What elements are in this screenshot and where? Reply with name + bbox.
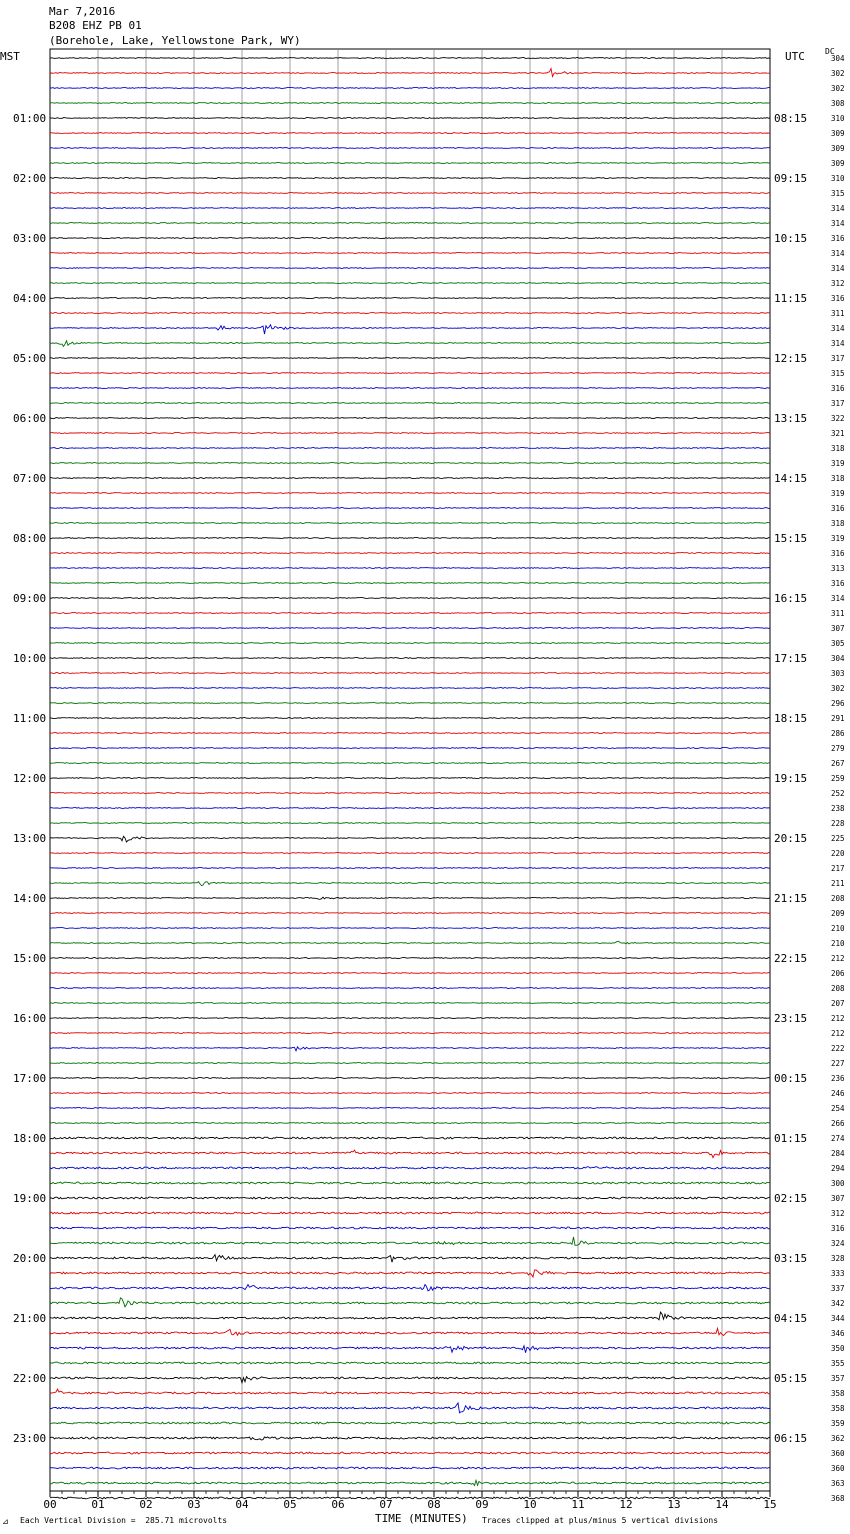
dc-offset-label: 368 bbox=[831, 1494, 845, 1503]
location-label: (Borehole, Lake, Yellowstone Park, WY) bbox=[49, 34, 301, 47]
right-hour-label: 19:15 bbox=[774, 772, 808, 785]
left-hour-label: 12:00 bbox=[13, 772, 47, 785]
trace-54 bbox=[50, 868, 770, 869]
trace-36 bbox=[50, 598, 770, 599]
dc-offset-label: 318 bbox=[831, 519, 845, 528]
dc-offset-label: 302 bbox=[831, 69, 845, 78]
dc-offset-label: 211 bbox=[831, 879, 845, 888]
trace-1 bbox=[50, 69, 770, 77]
trace-46 bbox=[50, 748, 770, 749]
dc-offset-label: 259 bbox=[831, 774, 845, 783]
right-hour-label: 15:15 bbox=[774, 532, 808, 545]
trace-82 bbox=[50, 1285, 770, 1291]
trace-0 bbox=[50, 58, 770, 59]
x-tick-label: 14 bbox=[715, 1498, 729, 1511]
dc-offset-label: 300 bbox=[831, 1179, 845, 1188]
trace-58 bbox=[50, 928, 770, 929]
dc-offset-label: 312 bbox=[831, 1209, 845, 1218]
trace-18 bbox=[50, 325, 770, 334]
dc-offset-label: 307 bbox=[831, 624, 845, 633]
trace-67 bbox=[50, 1063, 770, 1064]
dc-offset-label: 227 bbox=[831, 1059, 845, 1068]
left-hour-label: 02:00 bbox=[13, 172, 47, 185]
left-hour-label: 07:00 bbox=[13, 472, 47, 485]
x-tick-label: 03 bbox=[187, 1498, 201, 1511]
left-hour-label: 22:00 bbox=[13, 1372, 47, 1385]
dc-offset-label: 314 bbox=[831, 249, 845, 258]
dc-offset-label: 363 bbox=[831, 1479, 845, 1488]
trace-27 bbox=[50, 463, 770, 464]
dc-offset-label: 328 bbox=[831, 1254, 845, 1263]
trace-21 bbox=[50, 373, 770, 374]
dc-offset-label: 310 bbox=[831, 174, 845, 183]
trace-25 bbox=[50, 433, 770, 434]
right-hour-label: 23:15 bbox=[774, 1012, 808, 1025]
trace-30 bbox=[50, 508, 770, 509]
x-tick-label: 13 bbox=[667, 1498, 681, 1511]
trace-49 bbox=[50, 793, 770, 794]
left-hour-label: 18:00 bbox=[13, 1132, 47, 1145]
trace-52 bbox=[50, 836, 770, 842]
dc-offset-label: 311 bbox=[831, 609, 845, 618]
trace-15 bbox=[50, 283, 770, 284]
dc-offset-label: 267 bbox=[831, 759, 845, 768]
dc-offset-label: 310 bbox=[831, 114, 845, 123]
plot-frame bbox=[50, 49, 770, 1491]
left-hour-label: 09:00 bbox=[13, 592, 47, 605]
trace-13 bbox=[50, 253, 770, 254]
left-hour-label: 11:00 bbox=[13, 712, 47, 725]
dc-offset-label: 337 bbox=[831, 1284, 845, 1293]
trace-65 bbox=[50, 1033, 770, 1034]
right-hour-label: 14:15 bbox=[774, 472, 808, 485]
dc-offset-label: 309 bbox=[831, 159, 845, 168]
right-hour-label: 02:15 bbox=[774, 1192, 808, 1205]
dc-offset-label: 358 bbox=[831, 1404, 845, 1413]
right-hour-label: 03:15 bbox=[774, 1252, 808, 1265]
trace-66 bbox=[50, 1047, 770, 1051]
trace-56 bbox=[50, 897, 770, 899]
trace-43 bbox=[50, 703, 770, 704]
dc-offset-label: 362 bbox=[831, 1434, 845, 1443]
dc-offset-label: 286 bbox=[831, 729, 845, 738]
dc-offset-label: 302 bbox=[831, 684, 845, 693]
trace-12 bbox=[50, 238, 770, 239]
trace-93 bbox=[50, 1452, 770, 1454]
trace-64 bbox=[50, 1018, 770, 1019]
dc-offset-label: 246 bbox=[831, 1089, 845, 1098]
trace-41 bbox=[50, 673, 770, 674]
trace-78 bbox=[50, 1227, 770, 1229]
dc-offset-label: 316 bbox=[831, 549, 845, 558]
trace-55 bbox=[50, 882, 770, 886]
dc-offset-label: 312 bbox=[831, 279, 845, 288]
trace-44 bbox=[50, 718, 770, 719]
dc-offset-label: 266 bbox=[831, 1119, 845, 1128]
trace-23 bbox=[50, 403, 770, 404]
trace-77 bbox=[50, 1212, 770, 1214]
trace-72 bbox=[50, 1137, 770, 1139]
trace-90 bbox=[50, 1403, 770, 1413]
x-tick-label: 01 bbox=[91, 1498, 105, 1511]
dc-offset-label: 311 bbox=[831, 309, 845, 318]
dc-offset-label: 315 bbox=[831, 189, 845, 198]
trace-35 bbox=[50, 583, 770, 584]
dc-offset-label: 316 bbox=[831, 1224, 845, 1233]
dc-offset-label: 220 bbox=[831, 849, 845, 858]
trace-84 bbox=[50, 1312, 770, 1320]
trace-89 bbox=[50, 1389, 770, 1394]
dc-offset-label: 238 bbox=[831, 804, 845, 813]
trace-94 bbox=[50, 1467, 770, 1469]
dc-offset-label: 317 bbox=[831, 354, 845, 363]
trace-48 bbox=[50, 778, 770, 779]
trace-10 bbox=[50, 208, 770, 209]
right-hour-label: 01:15 bbox=[774, 1132, 808, 1145]
dc-offset-label: 316 bbox=[831, 504, 845, 513]
dc-offset-label: 333 bbox=[831, 1269, 845, 1278]
trace-71 bbox=[50, 1123, 770, 1124]
dc-offset-label: 252 bbox=[831, 789, 845, 798]
left-hour-label: 17:00 bbox=[13, 1072, 47, 1085]
right-hour-label: 21:15 bbox=[774, 892, 808, 905]
right-hour-label: 00:15 bbox=[774, 1072, 808, 1085]
dc-offset-label: 296 bbox=[831, 699, 845, 708]
dc-header-label: DC bbox=[825, 47, 835, 56]
dc-offset-label: 212 bbox=[831, 954, 845, 963]
trace-26 bbox=[50, 448, 770, 449]
dc-offset-label: 228 bbox=[831, 819, 845, 828]
dc-offset-label: 314 bbox=[831, 594, 845, 603]
dc-offset-label: 208 bbox=[831, 984, 845, 993]
left-hour-label: 06:00 bbox=[13, 412, 47, 425]
dc-offset-label: 358 bbox=[831, 1389, 845, 1398]
trace-6 bbox=[50, 148, 770, 149]
dc-offset-label: 316 bbox=[831, 384, 845, 393]
trace-32 bbox=[50, 538, 770, 539]
trace-29 bbox=[50, 493, 770, 494]
dc-offset-label: 319 bbox=[831, 534, 845, 543]
trace-61 bbox=[50, 973, 770, 974]
trace-57 bbox=[50, 913, 770, 914]
right-timezone-label: UTC bbox=[785, 50, 805, 63]
x-tick-label: 04 bbox=[235, 1498, 249, 1511]
x-tick-label: 06 bbox=[331, 1498, 345, 1511]
dc-offset-label: 274 bbox=[831, 1134, 845, 1143]
trace-91 bbox=[50, 1422, 770, 1424]
trace-70 bbox=[50, 1108, 770, 1109]
trace-14 bbox=[50, 268, 770, 269]
dc-offset-label: 314 bbox=[831, 204, 845, 213]
dc-offset-label: 319 bbox=[831, 459, 845, 468]
dc-offset-label: 315 bbox=[831, 369, 845, 378]
dc-offset-label: 308 bbox=[831, 99, 845, 108]
dc-offset-label: 222 bbox=[831, 1044, 845, 1053]
right-hour-label: 11:15 bbox=[774, 292, 808, 305]
dc-offset-label: 284 bbox=[831, 1149, 845, 1158]
dc-offset-label: 210 bbox=[831, 924, 845, 933]
dc-offset-label: 316 bbox=[831, 579, 845, 588]
trace-62 bbox=[50, 988, 770, 989]
dc-offset-label: 210 bbox=[831, 939, 845, 948]
dc-offset-label: 206 bbox=[831, 969, 845, 978]
dc-offset-label: 309 bbox=[831, 129, 845, 138]
trace-75 bbox=[50, 1182, 770, 1184]
trace-60 bbox=[50, 958, 770, 959]
trace-50 bbox=[50, 808, 770, 809]
trace-63 bbox=[50, 1003, 770, 1004]
dc-offset-label: 357 bbox=[831, 1374, 845, 1383]
trace-40 bbox=[50, 658, 770, 659]
trace-76 bbox=[50, 1197, 770, 1199]
dc-offset-label: 324 bbox=[831, 1239, 845, 1248]
trace-38 bbox=[50, 628, 770, 629]
trace-5 bbox=[50, 133, 770, 134]
dc-offset-label: 346 bbox=[831, 1329, 845, 1338]
right-hour-label: 10:15 bbox=[774, 232, 808, 245]
dc-offset-label: 318 bbox=[831, 474, 845, 483]
right-hour-label: 20:15 bbox=[774, 832, 808, 845]
dc-offset-label: 291 bbox=[831, 714, 845, 723]
trace-68 bbox=[50, 1078, 770, 1079]
x-tick-label: 00 bbox=[43, 1498, 57, 1511]
dc-offset-label: 304 bbox=[831, 54, 845, 63]
dc-offset-label: 302 bbox=[831, 84, 845, 93]
trace-20 bbox=[50, 358, 770, 359]
trace-9 bbox=[50, 193, 770, 194]
trace-37 bbox=[50, 613, 770, 614]
left-hour-label: 03:00 bbox=[13, 232, 47, 245]
x-tick-label: 08 bbox=[427, 1498, 441, 1511]
x-axis-label: TIME (MINUTES) bbox=[375, 1512, 468, 1525]
x-tick-label: 05 bbox=[283, 1498, 297, 1511]
left-hour-label: 16:00 bbox=[13, 1012, 47, 1025]
trace-47 bbox=[50, 763, 770, 764]
dc-offset-label: 319 bbox=[831, 489, 845, 498]
right-hour-label: 06:15 bbox=[774, 1432, 808, 1445]
trace-96 bbox=[50, 1497, 770, 1499]
trace-80 bbox=[50, 1255, 770, 1263]
left-hour-label: 23:00 bbox=[13, 1432, 47, 1445]
right-hour-label: 05:15 bbox=[774, 1372, 808, 1385]
trace-92 bbox=[50, 1437, 770, 1440]
dc-offset-label: 212 bbox=[831, 1029, 845, 1038]
left-hour-label: 08:00 bbox=[13, 532, 47, 545]
scale-icon: ⊿ bbox=[2, 1517, 9, 1526]
dc-offset-label: 314 bbox=[831, 264, 845, 273]
trace-69 bbox=[50, 1093, 770, 1094]
left-hour-label: 13:00 bbox=[13, 832, 47, 845]
x-tick-label: 12 bbox=[619, 1498, 633, 1511]
dc-offset-label: 294 bbox=[831, 1164, 845, 1173]
trace-42 bbox=[50, 688, 770, 689]
dc-offset-label: 316 bbox=[831, 234, 845, 243]
x-tick-label: 10 bbox=[523, 1498, 537, 1511]
dc-offset-label: 342 bbox=[831, 1299, 845, 1308]
trace-11 bbox=[50, 223, 770, 224]
trace-19 bbox=[50, 341, 770, 347]
left-hour-label: 04:00 bbox=[13, 292, 47, 305]
dc-offset-label: 309 bbox=[831, 144, 845, 153]
trace-24 bbox=[50, 418, 770, 419]
right-hour-label: 12:15 bbox=[774, 352, 808, 365]
x-tick-label: 02 bbox=[139, 1498, 153, 1511]
dc-offset-label: 360 bbox=[831, 1449, 845, 1458]
dc-offset-label: 321 bbox=[831, 429, 845, 438]
trace-79 bbox=[50, 1237, 770, 1245]
left-hour-label: 05:00 bbox=[13, 352, 47, 365]
left-hour-label: 20:00 bbox=[13, 1252, 47, 1265]
right-hour-label: 09:15 bbox=[774, 172, 808, 185]
x-tick-label: 11 bbox=[571, 1498, 585, 1511]
dc-offset-label: 304 bbox=[831, 654, 845, 663]
left-timezone-label: MST bbox=[0, 50, 20, 63]
station-label: B208 EHZ PB 01 bbox=[49, 19, 142, 32]
dc-offset-label: 254 bbox=[831, 1104, 845, 1113]
right-hour-label: 16:15 bbox=[774, 592, 808, 605]
dc-offset-label: 209 bbox=[831, 909, 845, 918]
trace-39 bbox=[50, 643, 770, 644]
trace-53 bbox=[50, 853, 770, 854]
trace-86 bbox=[50, 1346, 770, 1353]
trace-2 bbox=[50, 88, 770, 89]
right-hour-label: 22:15 bbox=[774, 952, 808, 965]
trace-7 bbox=[50, 163, 770, 164]
dc-offset-label: 212 bbox=[831, 1014, 845, 1023]
dc-offset-label: 355 bbox=[831, 1359, 845, 1368]
dc-offset-label: 314 bbox=[831, 324, 845, 333]
trace-83 bbox=[50, 1298, 770, 1307]
right-hour-label: 08:15 bbox=[774, 112, 808, 125]
dc-offset-label: 303 bbox=[831, 669, 845, 678]
x-tick-label: 15 bbox=[763, 1498, 777, 1511]
dc-offset-label: 316 bbox=[831, 294, 845, 303]
left-hour-label: 15:00 bbox=[13, 952, 47, 965]
left-hour-label: 10:00 bbox=[13, 652, 47, 665]
dc-offset-label: 313 bbox=[831, 564, 845, 573]
dc-offset-label: 225 bbox=[831, 834, 845, 843]
dc-offset-label: 322 bbox=[831, 414, 845, 423]
trace-4 bbox=[50, 118, 770, 119]
right-hour-label: 18:15 bbox=[774, 712, 808, 725]
left-hour-label: 14:00 bbox=[13, 892, 47, 905]
trace-16 bbox=[50, 298, 770, 299]
right-hour-label: 04:15 bbox=[774, 1312, 808, 1325]
dc-offset-label: 314 bbox=[831, 339, 845, 348]
dc-offset-label: 207 bbox=[831, 999, 845, 1008]
dc-offset-label: 305 bbox=[831, 639, 845, 648]
dc-offset-label: 279 bbox=[831, 744, 845, 753]
trace-51 bbox=[50, 823, 770, 824]
trace-95 bbox=[50, 1480, 770, 1485]
dc-offset-label: 236 bbox=[831, 1074, 845, 1083]
dc-offset-label: 318 bbox=[831, 444, 845, 453]
left-hour-label: 01:00 bbox=[13, 112, 47, 125]
trace-81 bbox=[50, 1270, 770, 1277]
trace-3 bbox=[50, 103, 770, 104]
dc-offset-label: 344 bbox=[831, 1314, 845, 1323]
dc-offset-label: 208 bbox=[831, 894, 845, 903]
trace-17 bbox=[50, 313, 770, 314]
right-hour-label: 13:15 bbox=[774, 412, 808, 425]
x-tick-label: 09 bbox=[475, 1498, 489, 1511]
trace-87 bbox=[50, 1362, 770, 1364]
trace-22 bbox=[50, 388, 770, 389]
left-hour-label: 19:00 bbox=[13, 1192, 47, 1205]
date-label: Mar 7,2016 bbox=[49, 5, 116, 18]
trace-74 bbox=[50, 1167, 770, 1169]
trace-85 bbox=[50, 1328, 770, 1335]
trace-31 bbox=[50, 523, 770, 524]
dc-offset-label: 307 bbox=[831, 1194, 845, 1203]
trace-88 bbox=[50, 1377, 770, 1383]
dc-offset-label: 360 bbox=[831, 1464, 845, 1473]
trace-73 bbox=[50, 1150, 770, 1158]
dc-offset-label: 314 bbox=[831, 219, 845, 228]
dc-offset-label: 359 bbox=[831, 1419, 845, 1428]
dc-offset-label: 317 bbox=[831, 399, 845, 408]
trace-8 bbox=[50, 178, 770, 179]
scale-note: Each Vertical Division = 285.71 microvolts bbox=[20, 1516, 228, 1525]
trace-59 bbox=[50, 941, 770, 944]
trace-45 bbox=[50, 733, 770, 734]
dc-offset-label: 350 bbox=[831, 1344, 845, 1353]
right-hour-label: 17:15 bbox=[774, 652, 808, 665]
trace-33 bbox=[50, 553, 770, 554]
trace-34 bbox=[50, 568, 770, 569]
trace-28 bbox=[50, 478, 770, 479]
x-tick-label: 07 bbox=[379, 1498, 393, 1511]
clip-note: Traces clipped at plus/minus 5 vertical divisions bbox=[482, 1516, 719, 1525]
dc-offset-label: 217 bbox=[831, 864, 845, 873]
left-hour-label: 21:00 bbox=[13, 1312, 47, 1325]
